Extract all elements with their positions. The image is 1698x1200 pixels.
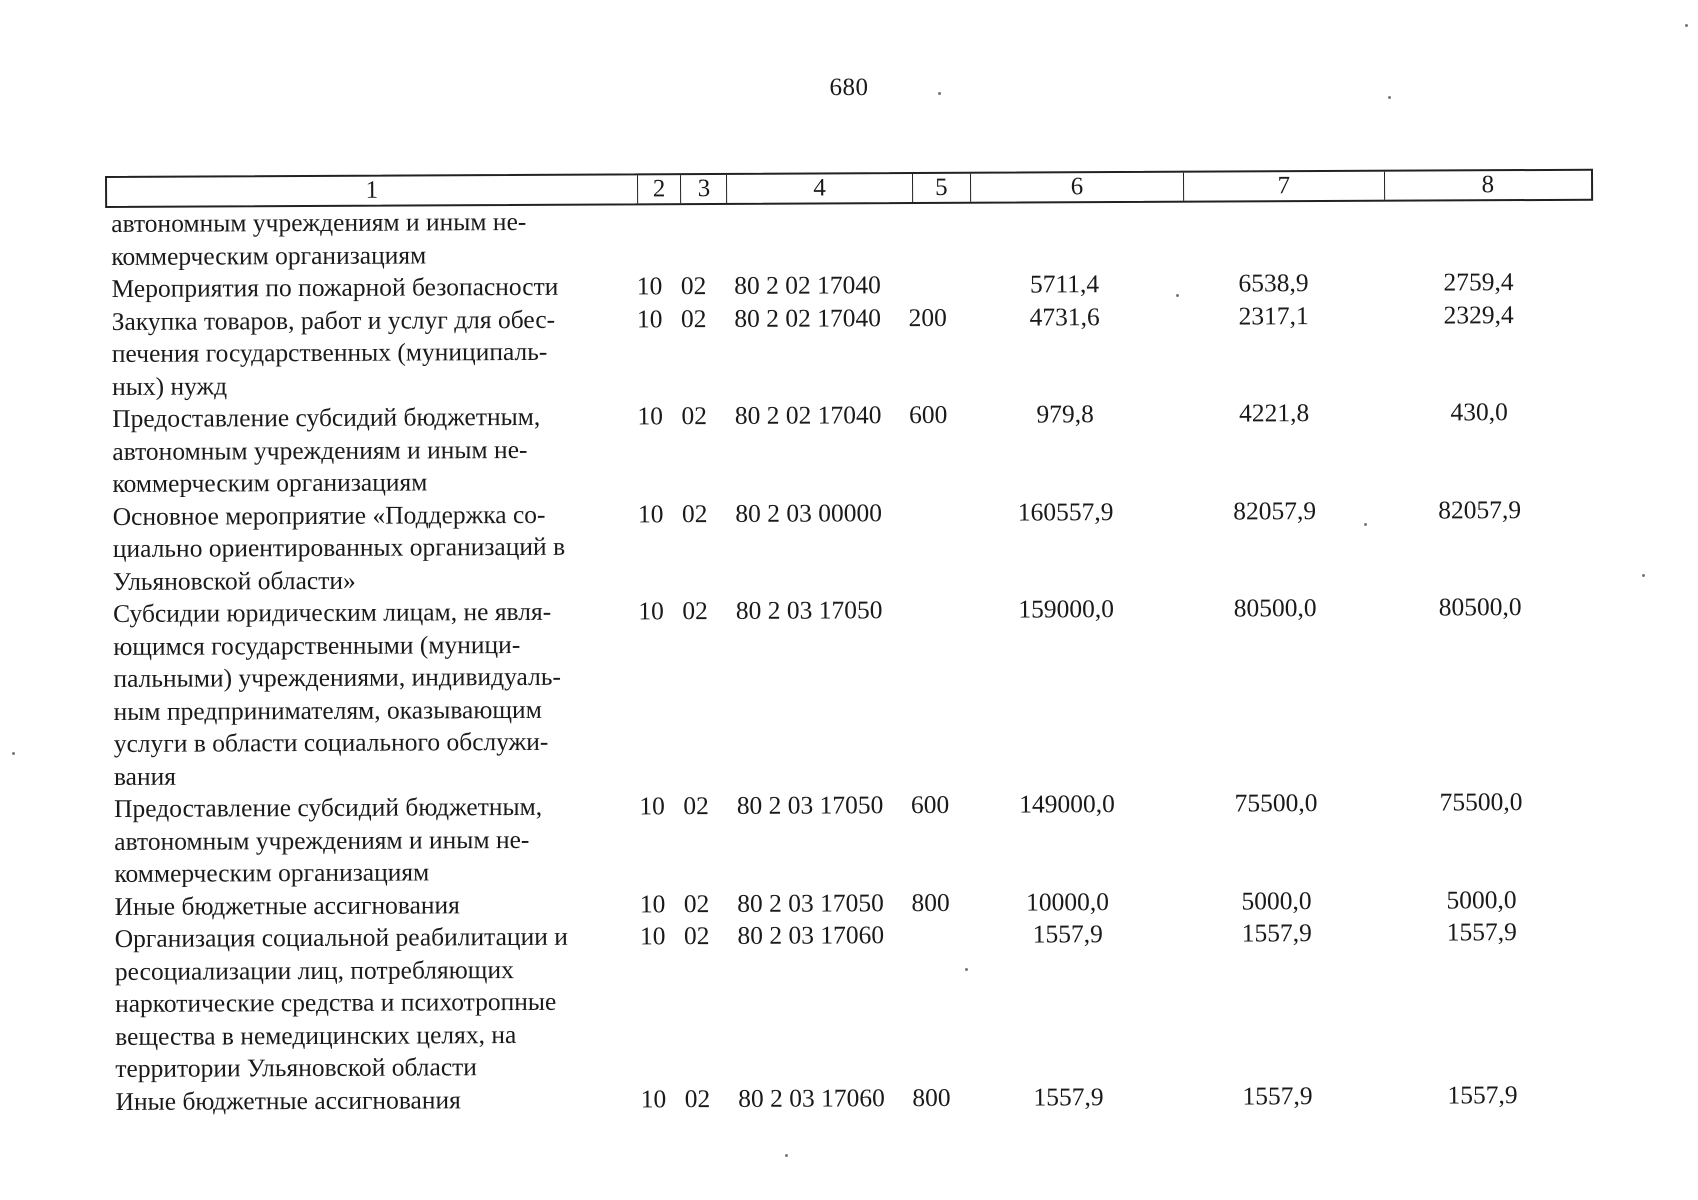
table-body (105, 201, 1597, 1118)
row-value-c7: 5000,0 (1241, 885, 1312, 915)
row-value-c8: 80500,0 (1438, 592, 1522, 622)
table-row (108, 786, 1596, 891)
row-title: Иные бюджетные ассигнования (114, 889, 460, 921)
row-value-c5: 600 (910, 789, 950, 820)
row-value-c3: 02 (683, 791, 709, 821)
row-value-c2: 10 (639, 888, 666, 918)
scan-speck (1364, 523, 1367, 526)
row-value-c8: 2759,4 (1443, 267, 1514, 297)
header-col-2: 2 (638, 175, 682, 203)
scan-speck (1642, 574, 1645, 577)
row-value-c7: 2317,1 (1238, 300, 1309, 330)
row-value-c8: 2329,4 (1443, 299, 1514, 329)
row-value-c8: 1557,9 (1447, 1079, 1518, 1109)
row-value-c8: 1557,9 (1446, 917, 1517, 947)
row-value-c4: 80 2 02 17040 (734, 302, 882, 333)
row-title: автономным учреждениям и иным не- коммерческим организациям (111, 206, 527, 271)
row-title: Предоставление субсидий бюджетным, автономным учреждениям и иным не- коммерческим организациям (112, 401, 541, 498)
row-value-c7 (1173, 202, 1373, 268)
row-title: Иные бюджетные ассигнования (115, 1084, 461, 1116)
row-value-c5 (901, 594, 958, 789)
row-value-c6: 10000,0 (1026, 886, 1110, 917)
row-value-c5: 800 (912, 1082, 951, 1112)
row-value-c6: 1557,9 (1033, 1081, 1104, 1111)
row-value-c7: 80500,0 (1233, 593, 1317, 623)
row-value-c7: 75500,0 (1234, 788, 1318, 818)
row-value-c7: 1557,9 (1242, 1080, 1313, 1110)
row-value-c6 (955, 203, 1173, 269)
row-value-c8: 5000,0 (1446, 884, 1517, 914)
row-value-c2: 10 (636, 271, 663, 301)
scan-speck (965, 968, 968, 971)
row-value-c6: 5711,4 (1029, 269, 1100, 299)
row-value-c5 (899, 204, 955, 269)
row-value-c4 (715, 204, 899, 270)
row-value-c5 (901, 496, 957, 594)
row-title: Субсидии юридическим лицам, не явля- ющимся государственными (муници- пальными) учреждениями, индивидуаль- ным предпринимателям, оказывающим услуги в области социального обслужи- вания (113, 596, 561, 791)
row-value-c3: 02 (681, 401, 707, 431)
row-value-c4: 80 2 03 00000 (735, 497, 883, 528)
row-value-c4: 80 2 03 17050 (737, 887, 884, 918)
row-value-c2: 10 (637, 401, 663, 431)
row-value-c4: 80 2 03 17050 (735, 595, 883, 625)
row-value-c2: 10 (640, 1083, 667, 1113)
header-col-7: 7 (1184, 172, 1385, 201)
row-value-c3: 02 (684, 1083, 711, 1113)
row-value-c2: 10 (638, 596, 664, 626)
scan-speck (12, 752, 15, 755)
row-value-c6: 160557,9 (1017, 496, 1114, 527)
row-value-c6: 149000,0 (1019, 789, 1115, 819)
row-value-c5 (899, 269, 955, 302)
table-row (107, 591, 1596, 793)
row-title: Организация социальной реабилитации и ресоциализации лиц, потребляющих наркотические средства и психотропные вещества в немедицинских целях, на территории Ульяновской области (114, 921, 568, 1083)
row-value-c3: 02 (682, 596, 708, 626)
row-title: Предоставление субсидий бюджетным, автономным учреждениям и иным не- коммерческим организациям (114, 791, 543, 888)
row-value-c4: 80 2 03 17060 (738, 1082, 885, 1113)
row-value-c4: 80 2 02 17040 (734, 270, 881, 300)
row-value-c6: 4731,6 (1029, 301, 1100, 331)
page-number: 680 (829, 74, 869, 101)
row-value-c2: 10 (636, 303, 663, 333)
row-value-c8: 75500,0 (1439, 787, 1523, 817)
header-col-6: 6 (971, 173, 1185, 202)
row-title: Основное мероприятие «Поддержка со- циально ориентированных организаций в Ульяновской области» (112, 499, 566, 596)
table-row (105, 201, 1593, 273)
row-value-c3: 02 (683, 888, 710, 918)
row-value-c2: 10 (637, 498, 664, 528)
row-value-c3: 02 (680, 303, 707, 333)
row-value-c5: 600 (908, 399, 948, 430)
row-value-c8: 82057,9 (1438, 494, 1522, 524)
row-value-c2 (627, 205, 671, 270)
scan-speck (1388, 96, 1391, 99)
row-value-c3: 02 (681, 498, 708, 528)
row-value-c8 (1373, 201, 1583, 267)
row-value-c3: 02 (683, 921, 710, 951)
row-title: Закупка товаров, работ и услуг для обес- печения государственных (муниципаль- ных) нужд (111, 304, 556, 401)
row-value-c3: 02 (680, 271, 707, 301)
table-row (107, 493, 1595, 598)
row-value-c6: 159000,0 (1018, 594, 1115, 624)
row-value-c8: 430,0 (1450, 397, 1508, 427)
header-col-8: 8 (1481, 171, 1495, 199)
row-value-c5: 800 (911, 887, 950, 917)
scan-speck (785, 1154, 788, 1157)
row-value-c4: 80 2 03 17060 (737, 920, 885, 950)
table-row (106, 298, 1594, 403)
table-row (109, 916, 1598, 1086)
row-value-c7: 6538,9 (1238, 268, 1309, 298)
row-value-c2: 10 (639, 791, 665, 821)
row-value-c5 (903, 919, 960, 1082)
row-value-c7: 4221,8 (1239, 398, 1310, 428)
row-value-c6: 979,8 (1036, 399, 1094, 429)
row-value-c3 (671, 205, 715, 270)
header-col-1: 1 (107, 175, 638, 206)
row-value-c7: 1557,9 (1241, 918, 1312, 948)
table-row (109, 1078, 1597, 1118)
header-col-3: 3 (681, 175, 727, 203)
budget-table (105, 169, 1598, 1118)
row-value-c2: 10 (639, 921, 666, 951)
row-value-c5: 200 (908, 302, 947, 332)
table-row (106, 396, 1594, 501)
scan-speck (1176, 294, 1179, 297)
header-col-5: 5 (913, 174, 971, 202)
scan-speck (1685, 24, 1688, 27)
scan-speck (938, 92, 941, 95)
header-col-4: 4 (727, 174, 913, 203)
row-value-c4: 80 2 02 17040 (734, 400, 882, 430)
row-value-c7: 82057,9 (1233, 495, 1317, 525)
row-value-c6: 1557,9 (1032, 919, 1103, 949)
row-value-c4: 80 2 03 17050 (736, 790, 884, 820)
row-title: Мероприятия по пожарной безопасности (111, 271, 559, 303)
